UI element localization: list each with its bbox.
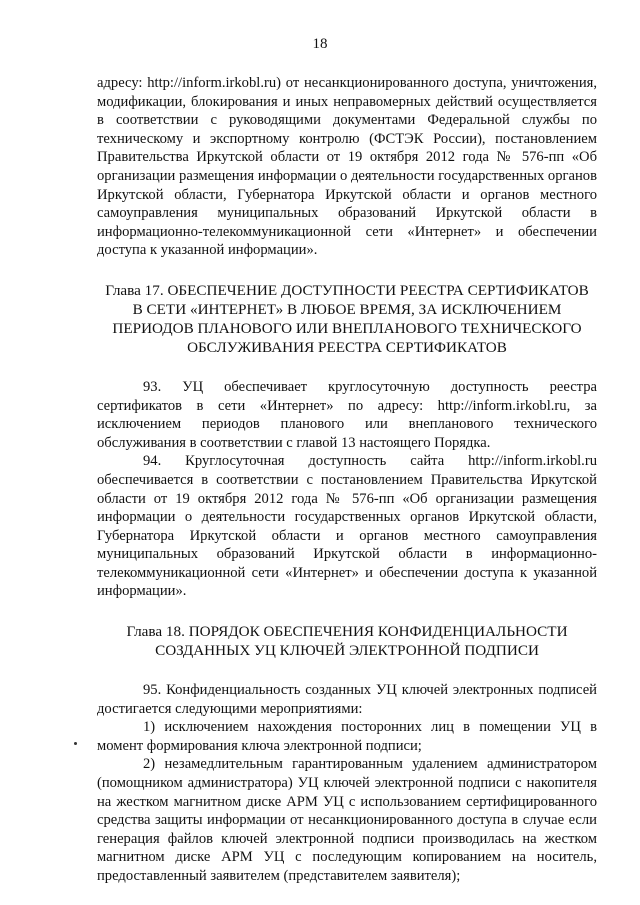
paragraph-94: 94. Круглосуточная доступность сайта http://inform.irkobl.ru обеспечивается в соответствии с постановлением Правительства Иркутской области от 19 октября 2012 года № 576-пп «Об организации размещения информации о деятельности государственных органов Иркутской области, Губернатора Иркутской области и органов местного самоуправления муниципальных образований Иркутской области в информационно-телекоммуникационной сети «Интернет» и обеспечении доступа к указанной информации». — [97, 453, 597, 600]
spacer — [97, 601, 597, 622]
paragraph-93: 93. УЦ обеспечивает круглосуточную доступность реестра сертификатов в сети «Интернет» по адресу: http://inform.irkobl.ru, за исключением периодов планового или внепланового технического обслуживания в соответствии с главой 13 настоящего Порядка. — [97, 378, 597, 451]
chapter-18-heading: Глава 18. ПОРЯДОК ОБЕСПЕЧЕНИЯ КОНФИДЕНЦИАЛЬНОСТИ СОЗДАННЫХ УЦ КЛЮЧЕЙ ЭЛЕКТРОННОЙ ПОДПИСИ — [126, 623, 568, 660]
intro-paragraph: адресу: http://inform.irkobl.ru) от несанкционированного доступа, уничтожения, модификации, блокирования и иных неправомерных действий осуществляется в соответствии с руководящими документами Федеральной службы по техническому и экспортному контролю (ФСТЭК России), постановлением Правительства Иркутской области от 19 октября 2012 года № 576-пп «Об организации размещения информации о деятельности государственных органов Иркутской области, Губернатора Иркутской области и органов местного самоуправления муниципальных образований Иркутской области в информационно-телекоммуникационной сети «Интернет» и обеспечении доступа к указанной информации». — [97, 75, 597, 259]
list-item-1: 1) исключением нахождения посторонних лиц в помещении УЦ в момент формирования ключа электронной подписи; — [97, 719, 597, 754]
page-number: 18 — [312, 36, 328, 52]
spacer — [97, 660, 597, 681]
page-content — [97, 74, 597, 886]
chapter-17-heading: Глава 17. ОБЕСПЕЧЕНИЕ ДОСТУПНОСТИ РЕЕСТРА СЕРТИФИКАТОВ В СЕТИ «ИНТЕРНЕТ» В ЛЮБОЕ ВРЕМЯ, ЗА ИСКЛЮЧЕНИЕМ ПЕРИОДОВ ПЛАНОВОГО ИЛИ ВНЕПЛАНОВОГО ТЕХНИЧЕСКОГО ОБСЛУЖИВАНИЯ РЕЕСТРА СЕРТИФИКАТОВ — [105, 281, 589, 356]
scan-dot-mark — [74, 742, 77, 745]
list-item-2: 2) незамедлительным гарантированным удалением администратором (помощником администратора) УЦ ключей электронной подписи с накопителя на жестком магнитном диске АРМ УЦ с использованием сертифицированного средства защиты информации от несанкционированного доступа в случае если генерация файлов ключей электронной подписи производилась на жестком магнитном диске АРМ УЦ с последующим копированием на носитель, предоставленный заявителем (представителем заявителя); — [97, 756, 597, 884]
paragraph-95: 95. Конфиденциальность созданных УЦ ключей электронных подписей достигается следующими мероприятиями: — [97, 682, 597, 717]
spacer — [97, 260, 597, 281]
spacer — [97, 357, 597, 378]
